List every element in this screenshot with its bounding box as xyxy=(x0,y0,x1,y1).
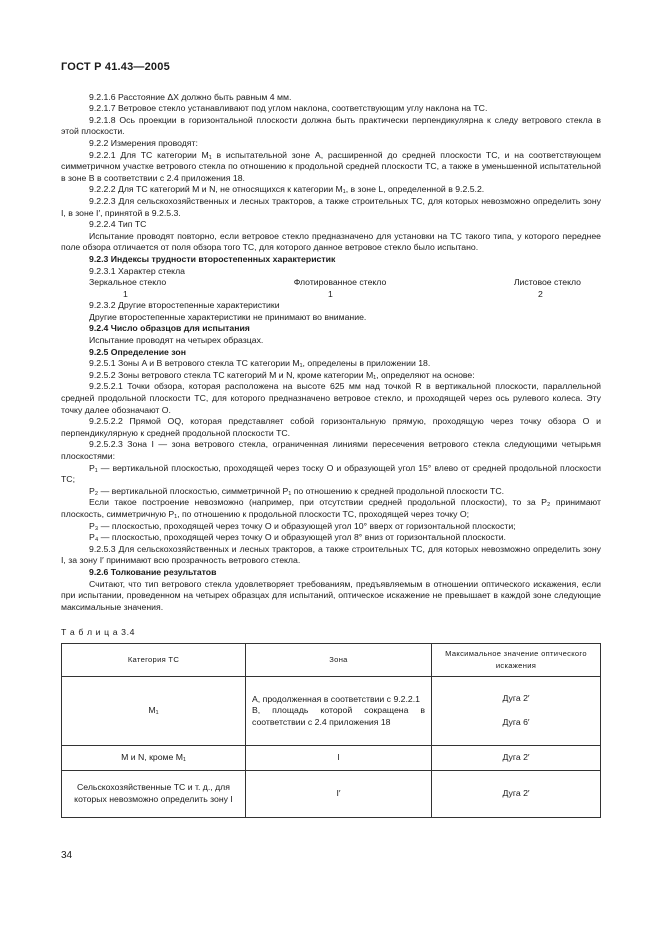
column-header-category: Категория ТС xyxy=(62,643,246,676)
value-b-text: Дуга 6′ xyxy=(502,716,530,727)
paragraph: 9.2.2.4 Тип ТС xyxy=(89,219,147,230)
paragraph: 9.2.5.2.2 Прямой OQ, которая представляет собой горизонтальную прямую, проходящую через точку обзора O и перпендикулярную к средней продольной плоскости ТС. xyxy=(61,416,601,438)
paragraph: 9.2.1.8 Ось проекции в горизонтальной плоскости должна быть практически перпендикулярна к следу ветрового стекла в этой плоскости. xyxy=(61,114,601,137)
glass-types-row xyxy=(61,277,601,289)
paragraph: 9.2.2.3 Для сельскохозяйственных и лесных тракторов, а также строительных ТС, для которых невозможно определить зону I, в зоне I′, принятой в 9.2.5.3. xyxy=(61,195,601,218)
cell-value xyxy=(432,676,601,745)
table-row xyxy=(62,770,601,817)
paragraph: P₁ — вертикальной плоскостью, проходящей через тоску O и образующей угол 15° влево от средней продольной плоскости ТС; xyxy=(61,462,601,485)
glass-type-sheet: Листовое стекло xyxy=(513,277,581,288)
document-header: ГОСТ Р 41.43—2005 xyxy=(61,61,170,73)
value-a-text: Дуга 2′ xyxy=(502,693,530,704)
cell-zone xyxy=(246,676,432,745)
glass-index-float: 1 xyxy=(328,288,333,299)
cell-value: Дуга 2′ xyxy=(432,745,601,770)
glass-index-row xyxy=(61,289,601,301)
paragraph: 9.2.2.2 Для ТС категорий M и N, не относящихся к категории M₁, в зоне L, определенной в 9.2.5.2. xyxy=(89,184,485,195)
paragraph: Другие второстепенные характеристики не принимают во внимание. xyxy=(89,311,367,322)
glass-index-mirror: 1 xyxy=(123,288,128,299)
paragraph: P₃ — плоскостью, проходящей через точку O и образующей угол 10° вверх от горизонтальной плоскости; xyxy=(89,520,516,531)
glass-type-mirror: Зеркальное стекло xyxy=(89,277,167,288)
paragraph: 9.2.3.1 Характер стекла xyxy=(89,265,185,276)
paragraph: 9.2.5.2.3 Зона I — зона ветрового стекла, ограниченная линиями пересечения ветрового стекла следующими четырьмя плоскостями: xyxy=(61,439,601,461)
cell-value: Дуга 2′ xyxy=(432,770,601,817)
paragraph: 9.2.2.1 Для ТС категории M₁ в испытательной зоне A, расширенной до средней плоскости ТС, и на соответствующем симметричном участке ветрового стекла по отношению к продольной средней плоскости ТС, а также в уменьшенной испытательной в зоне B в соответствии с 2.4 приложения 18. xyxy=(61,149,601,183)
paragraph: 9.2.5.2 Зоны ветрового стекла ТС категорий M и N, кроме категории M₁, определяют на основе: xyxy=(89,369,475,380)
zone-b-text: B, площадь которой сокращена в соответствии с 2.4 приложения 18 xyxy=(252,705,425,727)
paragraph: 9.2.1.7 Ветровое стекло устанавливают под углом наклона, соответствующим углу наклона на ТС. xyxy=(89,103,488,114)
cell-category: M и N, кроме M₁ xyxy=(62,745,246,770)
glass-index-sheet: 2 xyxy=(538,288,543,299)
paragraph: 9.2.5.1 Зоны A и B ветрового стекла ТС категории M₁, определены в приложении 18. xyxy=(89,358,431,369)
paragraph: 9.2.5.2.1 Точки обзора, которая расположена на высоте 625 мм над точкой R в вертикальной плоскости, параллельной средней продольной плоскости ТС, для которого предназначено ветровое стекло, и проходящей через ось рулевого колеса. Эту точку далее обозначают O. xyxy=(61,381,601,415)
paragraph: 9.2.3.2 Другие второстепенные характеристики xyxy=(89,300,280,311)
zone-a-text: A, продолженная в соответствии с 9.2.2.1 xyxy=(252,693,421,704)
page-number: 34 xyxy=(61,850,73,861)
cell-category: Сельскохозяйственные ТС и т. д., для которых невозможно определить зону I xyxy=(62,770,246,817)
column-header-max-value: Максимальное значение оптического искажения xyxy=(432,643,601,676)
paragraph: Испытание проводят повторно, если ветровое стекло предназначено для установки на ТС такого типа, у которого переднее поле обзора отличается от поля обзора того ТС, для которого данное ветровое стекло было испытано. xyxy=(61,230,601,253)
paragraph: 9.2.2 Измерения проводят: xyxy=(89,137,198,148)
paragraph: 9.2.5.3 Для сельскохозяйственных и лесных тракторов, а также строительных ТС, для которых невозможно определить зону I, за зону I′ принимают всю прозрачность ветрового стекла. xyxy=(61,543,601,566)
paragraph: Если такое построение невозможно (например, при отсутствии средней продольной плоскости), то за P₂ принимают плоскость, симметричную P₁, по отношению к продольной плоскости ТС, проходящей через точку O; xyxy=(61,497,601,519)
section-heading: 9.2.5 Определение зон xyxy=(89,346,186,357)
paragraph: 9.2.1.6 Расстояние ΔX должно быть равным 4 мм. xyxy=(89,91,292,102)
section-heading: 9.2.3 Индексы трудности второстепенных характеристик xyxy=(89,253,336,264)
cell-zone: I′ xyxy=(246,770,432,817)
column-header-zone: Зона xyxy=(246,643,432,676)
paragraph: Испытание проводят на четырех образцах. xyxy=(89,335,264,346)
paragraph: P₂ — вертикальной плоскостью, симметричной P₁ по отношению к средней продольной плоскости ТС. xyxy=(89,485,505,496)
distortion-table xyxy=(61,643,601,818)
table-row xyxy=(62,676,601,745)
table-row xyxy=(62,745,601,770)
section-heading: 9.2.6 Толкование результатов xyxy=(89,566,217,577)
paragraph: Считают, что тип ветрового стекла удовлетворяет требованиям, предъявляемым в отношении оптического искажения, если при испытании, проведенном на четырех образцах для испытаний, оптическое искажение не превышает в каждой зоне следующие максимальные значения. xyxy=(61,578,601,612)
section-heading: 9.2.4 Число образцов для испытания xyxy=(89,323,250,334)
paragraph: P₄ — плоскостью, проходящей через точку O и образующей угол 8° вниз от горизонтальной плоскости. xyxy=(89,532,506,543)
table-caption: Т а б л и ц а 3.4 xyxy=(61,627,136,638)
cell-category: M₁ xyxy=(62,676,246,745)
glass-type-float: Флотированное стекло xyxy=(293,277,387,288)
table-header-row xyxy=(62,643,601,676)
document-page xyxy=(61,62,601,818)
cell-zone: I xyxy=(246,745,432,770)
